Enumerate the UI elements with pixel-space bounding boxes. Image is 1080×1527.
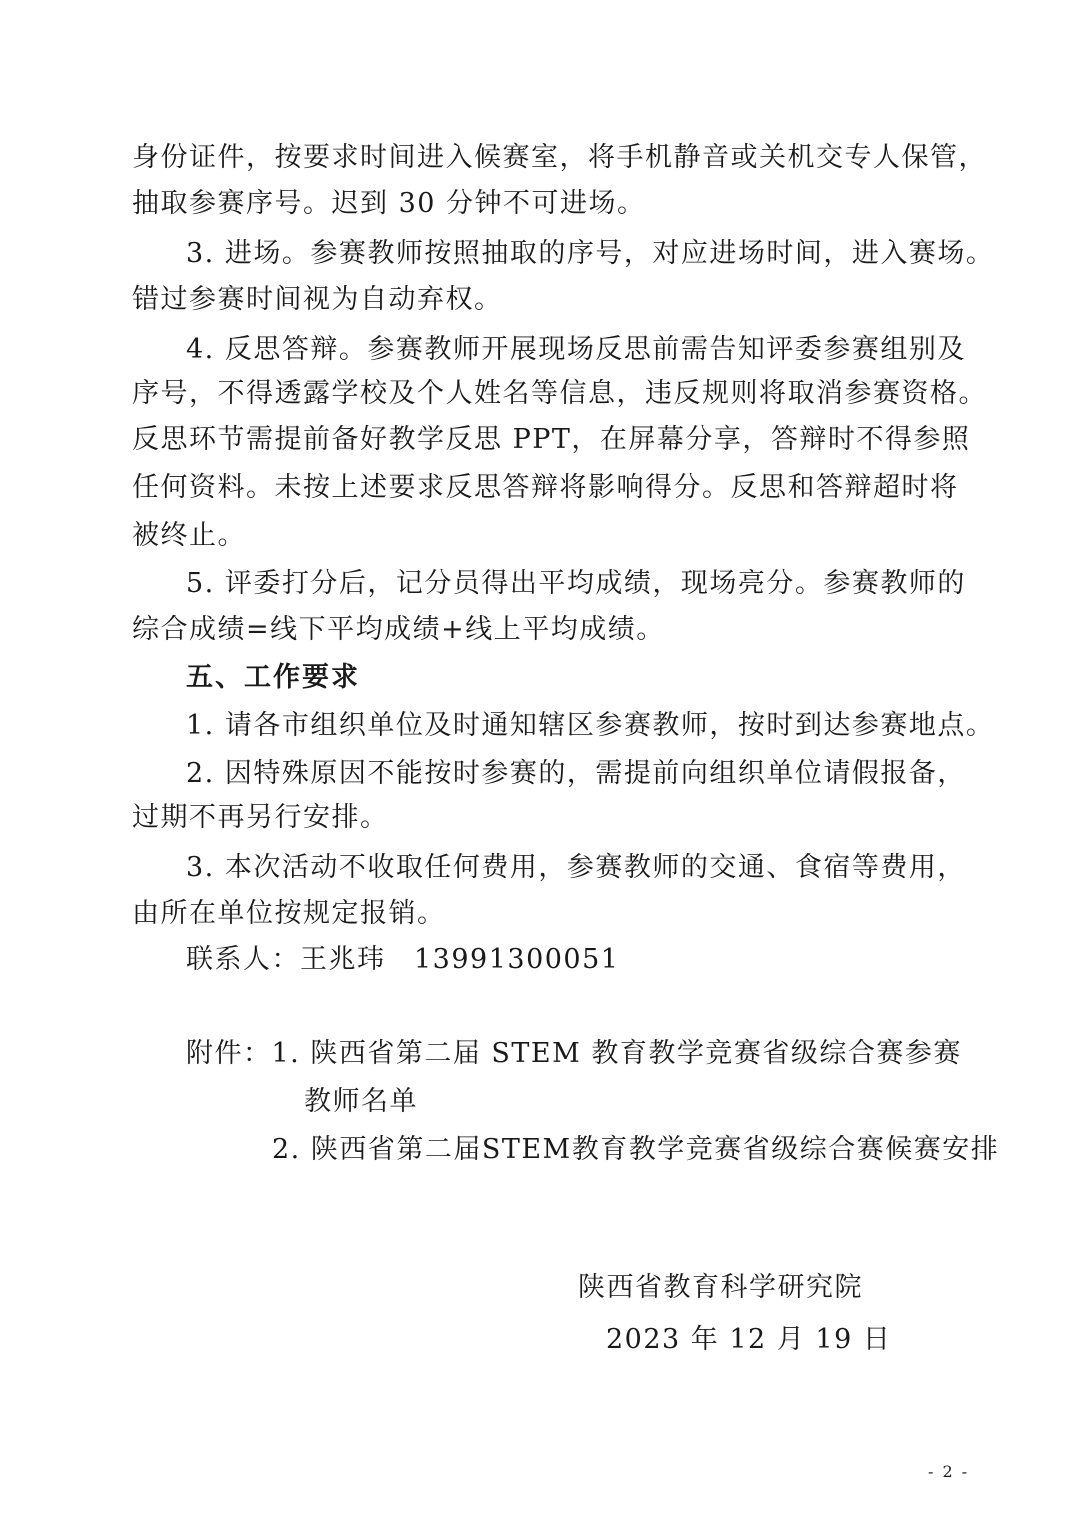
body-line: 由所在单位按规定报销。 bbox=[132, 898, 446, 929]
page-number: - 2 - bbox=[928, 1462, 970, 1481]
attachment-line: 附件：1. 陕西省第二届 STEM 教育教学竞赛省级综合赛参赛 bbox=[186, 1038, 962, 1069]
body-line: 序号，不得透露学校及个人姓名等信息，违反规则将取消参赛资格。 bbox=[132, 378, 987, 409]
body-line: 错过参赛时间视为自动弃权。 bbox=[132, 284, 503, 315]
body-line: 被终止。 bbox=[132, 520, 246, 551]
attachment-line: 教师名单 bbox=[304, 1086, 418, 1117]
body-line: 综合成绩=线下平均成绩+线上平均成绩。 bbox=[132, 614, 665, 645]
body-line: 反思环节需提前备好教学反思 PPT，在屏幕分享，答辩时不得参照 bbox=[132, 424, 971, 455]
body-line: 5. 评委打分后，记分员得出平均成绩，现场亮分。参赛教师的 bbox=[186, 568, 966, 599]
body-line: 任何资料。未按上述要求反思答辩将影响得分。反思和答辩超时将 bbox=[132, 472, 959, 503]
body-line: 3. 进场。参赛教师按照抽取的序号，对应进场时间，进入赛场。 bbox=[186, 238, 995, 269]
body-line: 1. 请各市组织单位及时通知辖区参赛教师，按时到达参赛地点。 bbox=[186, 710, 995, 741]
body-line: 2. 因特殊原因不能按时参赛的，需提前向组织单位请假报备， bbox=[186, 758, 966, 789]
body-line: 过期不再另行安排。 bbox=[132, 802, 389, 833]
body-line: 身份证件，按要求时间进入候赛室，将手机静音或关机交专人保管， bbox=[132, 142, 987, 173]
body-line: 3. 本次活动不收取任何费用，参赛教师的交通、食宿等费用， bbox=[186, 852, 966, 883]
issuer-name: 陕西省教育科学研究院 bbox=[578, 1272, 863, 1303]
body-line: 4. 反思答辩。参赛教师开展现场反思前需告知评委参赛组别及 bbox=[186, 334, 966, 365]
attachment-line: 2. 陕西省第二届STEM教育教学竞赛省级综合赛候赛安排 bbox=[272, 1134, 1000, 1165]
section-heading: 五、工作要求 bbox=[186, 662, 360, 693]
body-line: 抽取参赛序号。迟到 30 分钟不可进场。 bbox=[132, 188, 646, 219]
issue-date: 2023 年 12 月 19 日 bbox=[606, 1324, 892, 1355]
contact-line: 联系人：王兆玮 13991300051 bbox=[186, 944, 620, 975]
